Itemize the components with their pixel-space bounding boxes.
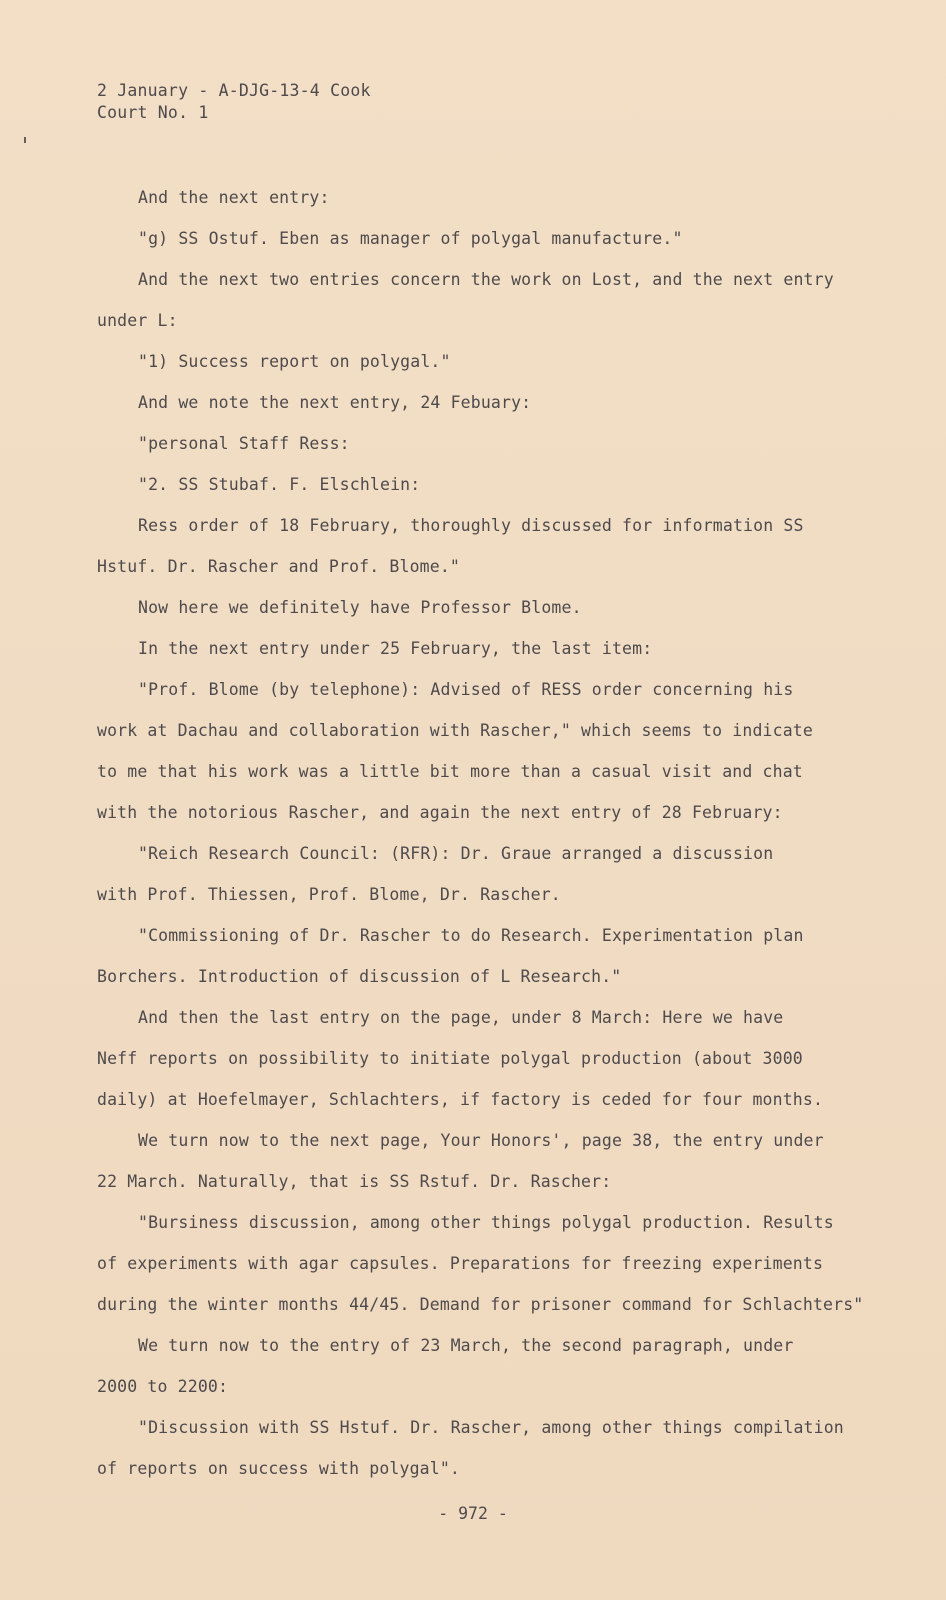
text-line: "g) SS Ostuf. Eben as manager of polygal manufacture." (138, 229, 683, 248)
text-line: with the notorious Rascher, and again the next entry of 28 February: (97, 803, 783, 822)
text-line: Neff reports on possibility to initiate polygal production (about 3000 (97, 1049, 803, 1068)
text-line: to me that his work was a little bit more than a casual visit and chat (97, 762, 803, 781)
text-line: "Discussion with SS Hstuf. Dr. Rascher, among other things compilation (138, 1418, 844, 1437)
text-line: "Bursiness discussion, among other things polygal production. Results (138, 1213, 834, 1232)
text-line: We turn now to the next page, Your Honors', page 38, the entry under (138, 1131, 824, 1150)
text-line: daily) at Hoefelmayer, Schlachters, if factory is ceded for four months. (97, 1090, 824, 1109)
text-line: "1) Success report on polygal." (138, 352, 451, 371)
text-line: And then the last entry on the page, under 8 March: Here we have (138, 1008, 784, 1027)
page-number: - 972 - (438, 1504, 508, 1523)
text-line: of reports on success with polygal". (97, 1459, 461, 1478)
text-line: "Reich Research Council: (RFR): Dr. Graue arranged a discussion (138, 844, 774, 863)
text-line: 2000 to 2200: (97, 1377, 229, 1396)
text-line: Ress order of 18 February, thoroughly discussed for information SS (138, 516, 804, 535)
text-line: with Prof. Thiessen, Prof. Blome, Dr. Rascher. (97, 885, 561, 904)
text-line: under L: (97, 311, 178, 330)
text-line: And we note the next entry, 24 Febuary: (138, 393, 532, 412)
text-line: "2. SS Stubaf. F. Elschlein: (138, 475, 421, 494)
text-line: during the winter months 44/45. Demand for prisoner command for Schlachters" (97, 1295, 864, 1314)
text-line: work at Dachau and collaboration with Rascher," which seems to indicate (97, 721, 813, 740)
header-court: Court No. 1 (97, 103, 209, 122)
text-line: "Prof. Blome (by telephone): Advised of RESS order concerning his (138, 680, 794, 699)
page-header (97, 80, 371, 124)
text-line: And the next two entries concern the work on Lost, and the next entry (138, 270, 834, 289)
header-reference: 2 January - A-DJG-13-4 Cook (97, 81, 371, 100)
text-line: "personal Staff Ress: (138, 434, 350, 453)
punch-mark (24, 137, 26, 143)
text-line: of experiments with agar capsules. Preparations for freezing experiments (97, 1254, 824, 1273)
text-line: We turn now to the entry of 23 March, the second paragraph, under (138, 1336, 794, 1355)
text-line: Now here we definitely have Professor Blome. (138, 598, 582, 617)
text-line: In the next entry under 25 February, the last item: (138, 639, 653, 658)
text-line: 22 March. Naturally, that is SS Rstuf. Dr. Rascher: (97, 1172, 612, 1191)
text-line: And the next entry: (138, 188, 330, 207)
text-line: Borchers. Introduction of discussion of L Research." (97, 967, 622, 986)
text-line: Hstuf. Dr. Rascher and Prof. Blome." (97, 557, 461, 576)
text-line: "Commissioning of Dr. Rascher to do Research. Experimentation plan (138, 926, 804, 945)
